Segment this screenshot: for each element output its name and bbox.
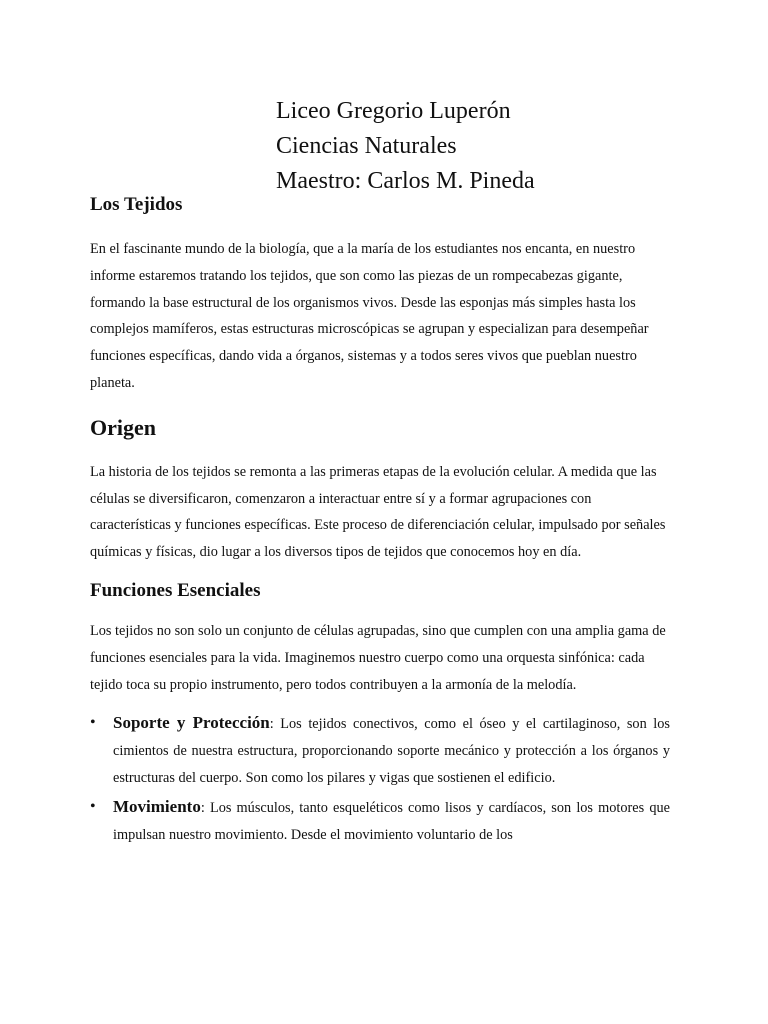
bullet-text: Los músculos, tanto esqueléticos como lisos y cardíacos, son los motores que impulsan nuestro movimiento. Desde el movimiento voluntario de los (113, 799, 670, 843)
section-title-origen: Origen (90, 414, 156, 440)
funciones-paragraph: Los tejidos no son solo un conjunto de células agrupadas, sino que cumplen con una amplia gama de funciones esenciales para la vida. Imaginemos nuestro cuerpo como una orquesta sinfónica: cada tejido toca su propio instrumento, pero todos contribuyen a la armonía de la melodía. (90, 622, 666, 693)
document-header (276, 94, 716, 199)
section-title-tejidos: Los Tejidos (90, 194, 183, 215)
bullet-text: Los tejidos conectivos, como el óseo y el cartilaginoso, son los cimientos de nuestra estructura, proporcionando soporte mecánico y protección a los órganos y estructuras del cuerpo. Son como los pilares y vigas que sostienen el edificio. (113, 716, 670, 786)
bullet-term: Soporte y Protección (113, 713, 270, 733)
funciones-bullet-list (90, 710, 670, 848)
origen-paragraph: La historia de los tejidos se remonta a las primeras etapas de la evolución celular. A medida que las células se diversificaron, comenzaron a interactuar entre sí y a formar agrupaciones con características y funciones específicas. Este proceso de diferenciación celular, impulsado por señales químicas y físicas, dio lugar a los diversos tipos de tejidos que conocemos hoy en día. (90, 463, 666, 561)
teacher-name: Maestro: Carlos M. Pineda (276, 168, 535, 194)
subject-name: Ciencias Naturales (276, 133, 457, 159)
bullet-item-movimiento (90, 794, 670, 849)
section-title-funciones: Funciones Esenciales (90, 579, 261, 601)
intro-paragraph: En el fascinante mundo de la biología, que a la maría de los estudiantes nos encanta, en nuestro informe estaremos tratando los tejidos, que son como las piezas de un rompecabezas gigante, formando la base estructural de los organismos vivos. Desde las esponjas más simples hasta los complejos mamíferos, estas estructuras microscópicas se agrupan y especializan para desempeñar funciones específicas, dando vida a órganos, sistemas y a todos seres vivos que pueblan nuestro planeta. (90, 241, 649, 391)
document-body (90, 192, 670, 850)
bullet-marker: • (90, 714, 96, 732)
bullet-term: Movimiento (113, 796, 201, 816)
bullet-separator: : (200, 799, 205, 816)
bullet-item-soporte (90, 710, 670, 791)
school-name: Liceo Gregorio Luperón (276, 98, 511, 124)
bullet-separator: : (269, 716, 274, 733)
bullet-marker: • (90, 797, 96, 815)
